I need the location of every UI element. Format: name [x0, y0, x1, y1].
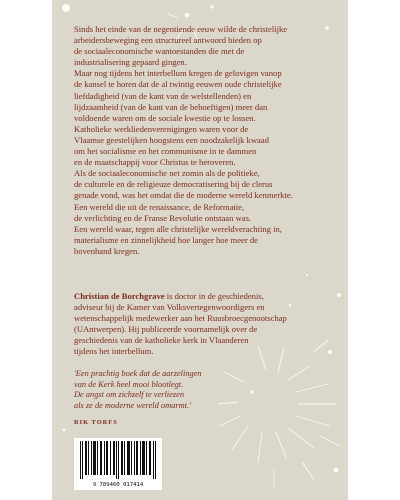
- author-name: Christian de Borchgrave: [74, 291, 165, 301]
- quote-attribution: RIK TORFS: [74, 419, 118, 426]
- blurb-paragraph: Sinds het einde van de negentiende eeuw wilde de christelijke arbeidersbeweging een structureel antwoord bieden op de sociaaleconomische wantoestanden die met de industrialisering gepaard gingen.: [74, 24, 288, 68]
- book-back-cover: [52, 0, 348, 500]
- isbn-digits: 9 789460 017414: [92, 482, 144, 488]
- author-bio: [74, 291, 336, 358]
- blurb-paragraph: Een wereld waar, tegen alle christelijke wereldverachting in, materialisme en zinnelijkheid hoe langer hoe meer de bovenhand kregen.: [74, 223, 282, 256]
- isbn-barcode: [74, 438, 162, 490]
- blurb-paragraph: Een wereld die uit de renaissance, de Reformatie, de verlichting en de Franse Revolutie ontstaan was.: [74, 201, 252, 223]
- blurb-paragraph: Als de sociaaleconomische net zomin als de politieke, de culturele en de religieuze democratisering bij de clerus genade vond, was het omdat die de moderne wereld kenmerkte.: [74, 168, 293, 201]
- blurb-paragraph: Maar nog tijdens het interbellum kregen de gelovigen vanop de kansel te horen dat de al twintig eeuwen oude christelijke liefdadigheid (van de kant van de welstellenden) en lijdzaamheid (van de kant van de behoeftigen) meer dan voldoende waren om de sociale kwestie op te lossen.: [74, 68, 282, 123]
- barcode-bars-icon: [78, 441, 158, 479]
- blurb-paragraph: Katholieke werkliedenverenigingen waren voor de Vlaamse geestelijken hoogstens een noodzakelijk kwaad om het socialisme en het communisme in te dammen en de maatschappij voor Christus te heroveren.: [74, 123, 269, 168]
- author-bio-text: is doctor in de geschiedenis, adviseur bij de Kamer van Volksvertegenwoordigers en wetenschappelijk medewerker aan het Ruusbroecgenootschap (UAntwerpen). Hij publiceerde voornamelijk over de geschiedenis van de katholieke kerk in Vlaanderen tijdens het interbellum.: [74, 291, 287, 357]
- endorsement-quote: 'Een prachtig boek dat de aarzelingen van de Kerk heel mooi blootlegt. De angst om zichzelf te verliezen als ze de moderne wereld omarmt.': [74, 369, 202, 410]
- back-cover-blurb: [74, 24, 336, 257]
